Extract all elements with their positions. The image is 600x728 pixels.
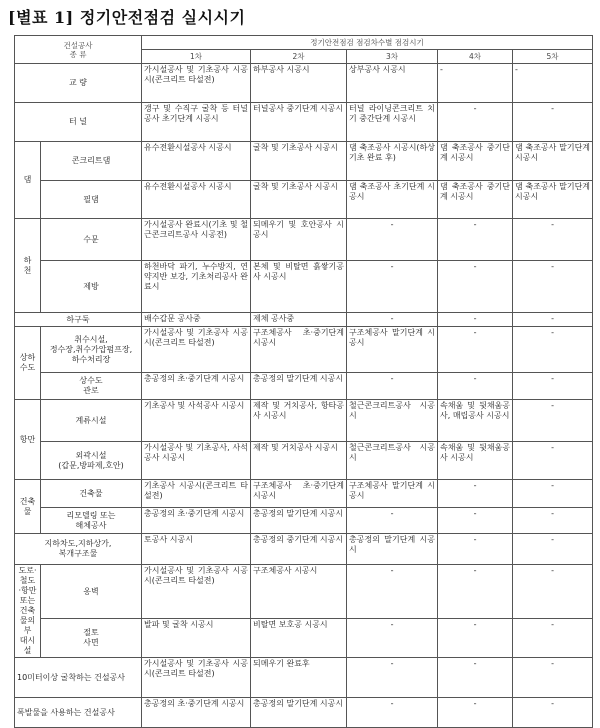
table-row bbox=[15, 261, 593, 313]
round-2-cell: 구조체공사 초·중기단계 시공시 bbox=[251, 327, 347, 373]
round-3-cell: - bbox=[347, 619, 438, 658]
round-5-cell: - bbox=[513, 534, 593, 565]
table-row bbox=[15, 534, 593, 565]
header-round-4: 4차 bbox=[438, 50, 513, 64]
round-4-cell: - bbox=[438, 219, 513, 261]
round-1-cell: 총공정의 초·중기단계 시공시 bbox=[142, 508, 251, 534]
round-4-cell: - bbox=[438, 261, 513, 313]
round-5-cell: - bbox=[513, 327, 593, 373]
header-round-5: 5차 bbox=[513, 50, 593, 64]
round-3-cell: 상부공사 시공시 bbox=[347, 64, 438, 103]
round-3-cell: 터널 라이닝콘크리트 치기 중간단계 시공시 bbox=[347, 103, 438, 142]
round-4-cell: - bbox=[438, 64, 513, 103]
round-2-cell: 제작 및 거치공사, 항타공사 시공시 bbox=[251, 400, 347, 442]
round-1-cell: 유수전환시설공사 시공시 bbox=[142, 142, 251, 181]
table-row bbox=[15, 64, 593, 103]
round-2-cell: 구조체공사 시공시 bbox=[251, 565, 347, 619]
round-3-cell: - bbox=[347, 373, 438, 400]
round-1-cell: 토공사 시공시 bbox=[142, 534, 251, 565]
subcategory-cell: 필댐 bbox=[41, 181, 142, 219]
subcategory-cell: 옹벽 bbox=[41, 565, 142, 619]
subcategory-cell: 리모델링 또는 해체공사 bbox=[41, 508, 142, 534]
round-5-cell: - bbox=[513, 261, 593, 313]
category-cell: 교 량 bbox=[15, 64, 142, 103]
round-2-cell: 굴착 및 기초공사 시공시 bbox=[251, 181, 347, 219]
subcategory-cell: 콘크리트댐 bbox=[41, 142, 142, 181]
table-row bbox=[15, 219, 593, 261]
group-cell: 도로·철도 ·항만 또는 건축물의 부 대시설 bbox=[15, 565, 41, 658]
round-5-cell: - bbox=[513, 565, 593, 619]
subcategory-cell: 상수도 관로 bbox=[41, 373, 142, 400]
subcategory-cell: 제방 bbox=[41, 261, 142, 313]
subcategory-cell: 건축물 bbox=[41, 480, 142, 508]
round-2-cell: 본체 및 비탈면 흙쌓기공사 시공시 bbox=[251, 261, 347, 313]
round-5-cell: - bbox=[513, 508, 593, 534]
table-row bbox=[15, 103, 593, 142]
round-4-cell: - bbox=[438, 508, 513, 534]
round-3-cell: - bbox=[347, 698, 438, 728]
group-cell: 댐 bbox=[15, 142, 41, 219]
round-1-cell: 가시설공사 및 기초공사 시공시(콘크리트 타설전) bbox=[142, 64, 251, 103]
round-5-cell: - bbox=[513, 400, 593, 442]
header-timing: 정기안전점검 점검차수별 점검시기 bbox=[142, 36, 593, 50]
table-title: [별표 1] 정기안전점검 실시시기 bbox=[8, 8, 246, 27]
round-3-cell: - bbox=[347, 219, 438, 261]
round-3-cell: 철근콘크리트공사 시공시 bbox=[347, 400, 438, 442]
round-1-cell: 총공정의 초·중기단계 시공시 bbox=[142, 698, 251, 728]
category-cell: 지하차도,지하상가, 복개구조물 bbox=[15, 534, 142, 565]
round-2-cell: 구조체공사 초·중기단계 시공시 bbox=[251, 480, 347, 508]
table-row bbox=[15, 508, 593, 534]
round-2-cell: 되메우기 및 호안공사 시공시 bbox=[251, 219, 347, 261]
group-cell: 상하 수도 bbox=[15, 327, 41, 400]
round-1-cell: 총공정의 초·중기단계 시공시 bbox=[142, 373, 251, 400]
round-3-cell: 댐 축조공사 시공시(하상기초 완료 후) bbox=[347, 142, 438, 181]
group-cell: 하 천 bbox=[15, 219, 41, 313]
round-4-cell: - bbox=[438, 619, 513, 658]
round-2-cell: 총공정의 말기단계 시공시 bbox=[251, 373, 347, 400]
round-4-cell: - bbox=[438, 658, 513, 698]
round-3-cell: 철근콘크리트공사 시공시 bbox=[347, 442, 438, 480]
inspection-schedule-table bbox=[14, 35, 593, 728]
round-1-cell: 갱구 및 수직구 굴착 등 터널공사 초기단계 시공시 bbox=[142, 103, 251, 142]
header-category: 건설공사 종 류 bbox=[15, 36, 142, 64]
table-row bbox=[15, 658, 593, 698]
table-row bbox=[15, 181, 593, 219]
round-1-cell: 배수갑문 공사중 bbox=[142, 313, 251, 327]
round-5-cell: - bbox=[513, 619, 593, 658]
table-row bbox=[15, 327, 593, 373]
round-5-cell: - bbox=[513, 313, 593, 327]
round-3-cell: - bbox=[347, 261, 438, 313]
round-1-cell: 기초공사 및 사석공사 시공시 bbox=[142, 400, 251, 442]
round-5-cell: 댐 축조공사 말기단계 시공시 bbox=[513, 181, 593, 219]
table-row bbox=[15, 373, 593, 400]
round-4-cell: 속채움 및 뒷채움공사, 매립공사 시공시 bbox=[438, 400, 513, 442]
round-1-cell: 가시설공사 및 기초공사, 사석공사 시공시 bbox=[142, 442, 251, 480]
round-3-cell: 총공정의 말기단계 시공시 bbox=[347, 534, 438, 565]
round-5-cell: - bbox=[513, 64, 593, 103]
round-2-cell: 제체 공사중 bbox=[251, 313, 347, 327]
group-cell: 항만 bbox=[15, 400, 41, 480]
round-3-cell: - bbox=[347, 508, 438, 534]
table-row bbox=[15, 442, 593, 480]
round-2-cell: 총공정의 중기단계 시공시 bbox=[251, 534, 347, 565]
table-row bbox=[15, 565, 593, 619]
round-2-cell: 터널공사 중기단계 시공시 bbox=[251, 103, 347, 142]
group-cell: 건축 물 bbox=[15, 480, 41, 534]
round-2-cell: 총공정의 말기단계 시공시 bbox=[251, 698, 347, 728]
table-row bbox=[15, 400, 593, 442]
header-round-1: 1차 bbox=[142, 50, 251, 64]
round-1-cell: 기초공사 시공시(콘크리트 타설전) bbox=[142, 480, 251, 508]
round-5-cell: - bbox=[513, 373, 593, 400]
round-1-cell: 가시설공사 완료시(기초 및 철근콘크리트공사 시공전) bbox=[142, 219, 251, 261]
round-5-cell: - bbox=[513, 219, 593, 261]
round-1-cell: 가시설공사 및 기초공사 시공시(콘크리트 타설전) bbox=[142, 565, 251, 619]
round-3-cell: - bbox=[347, 313, 438, 327]
round-4-cell: - bbox=[438, 103, 513, 142]
round-3-cell: - bbox=[347, 565, 438, 619]
table-row bbox=[15, 619, 593, 658]
category-cell: 터 널 bbox=[15, 103, 142, 142]
round-5-cell: - bbox=[513, 658, 593, 698]
header-round-3: 3차 bbox=[347, 50, 438, 64]
round-4-cell: - bbox=[438, 698, 513, 728]
round-1-cell: 하천바닥 파기, 누수방지, 연약지반 보강, 기초처리공사 완료시 bbox=[142, 261, 251, 313]
round-1-cell: 가시설공사 및 기초공사 시공시(콘크리트 타설전) bbox=[142, 658, 251, 698]
round-2-cell: 굴착 및 기초공사 시공시 bbox=[251, 142, 347, 181]
round-2-cell: 제작 및 거치공사 시공시 bbox=[251, 442, 347, 480]
category-cell: 하구둑 bbox=[15, 313, 142, 327]
round-5-cell: - bbox=[513, 103, 593, 142]
round-3-cell: - bbox=[347, 658, 438, 698]
round-4-cell: - bbox=[438, 327, 513, 373]
category-cell: 폭발물을 사용하는 건설공사 bbox=[15, 698, 142, 728]
round-2-cell: 되메우기 완료후 bbox=[251, 658, 347, 698]
round-5-cell: - bbox=[513, 698, 593, 728]
round-4-cell: 댐 축조공사 중기단계 시공시 bbox=[438, 181, 513, 219]
round-5-cell: 댐 축조공사 말기단계 시공시 bbox=[513, 142, 593, 181]
subcategory-cell: 외곽시설 (갑문,방파제,호안) bbox=[41, 442, 142, 480]
round-5-cell: - bbox=[513, 442, 593, 480]
category-cell: 10미터이상 굴착하는 건설공사 bbox=[15, 658, 142, 698]
round-5-cell: - bbox=[513, 480, 593, 508]
round-1-cell: 가시설공사 및 기초공사 시공시(콘크리트 타설전) bbox=[142, 327, 251, 373]
round-4-cell: 속채움 및 뒷채움공사 시공시 bbox=[438, 442, 513, 480]
round-1-cell: 발파 및 굴착 시공시 bbox=[142, 619, 251, 658]
round-3-cell: 구조체공사 말기단계 시공시 bbox=[347, 327, 438, 373]
table-row bbox=[15, 698, 593, 728]
round-2-cell: 비탈면 보호공 시공시 bbox=[251, 619, 347, 658]
round-4-cell: 댐 축조공사 중기단계 시공시 bbox=[438, 142, 513, 181]
subcategory-cell: 취수시설, 정수장,취수가압펌프장, 하수처리장 bbox=[41, 327, 142, 373]
round-4-cell: - bbox=[438, 565, 513, 619]
round-4-cell: - bbox=[438, 534, 513, 565]
table-row bbox=[15, 480, 593, 508]
round-1-cell: 유수전환시설공사 시공시 bbox=[142, 181, 251, 219]
header-round-2: 2차 bbox=[251, 50, 347, 64]
subcategory-cell: 수문 bbox=[41, 219, 142, 261]
subcategory-cell: 계류시설 bbox=[41, 400, 142, 442]
round-3-cell: 구조체공사 말기단계 시공시 bbox=[347, 480, 438, 508]
table-row bbox=[15, 313, 593, 327]
round-2-cell: 총공정의 말기단계 시공시 bbox=[251, 508, 347, 534]
subcategory-cell: 절토 사면 bbox=[41, 619, 142, 658]
table-row bbox=[15, 142, 593, 181]
round-4-cell: - bbox=[438, 480, 513, 508]
round-3-cell: 댐 축조공사 초기단계 시공시 bbox=[347, 181, 438, 219]
round-2-cell: 하부공사 시공시 bbox=[251, 64, 347, 103]
round-4-cell: - bbox=[438, 313, 513, 327]
round-4-cell: - bbox=[438, 373, 513, 400]
